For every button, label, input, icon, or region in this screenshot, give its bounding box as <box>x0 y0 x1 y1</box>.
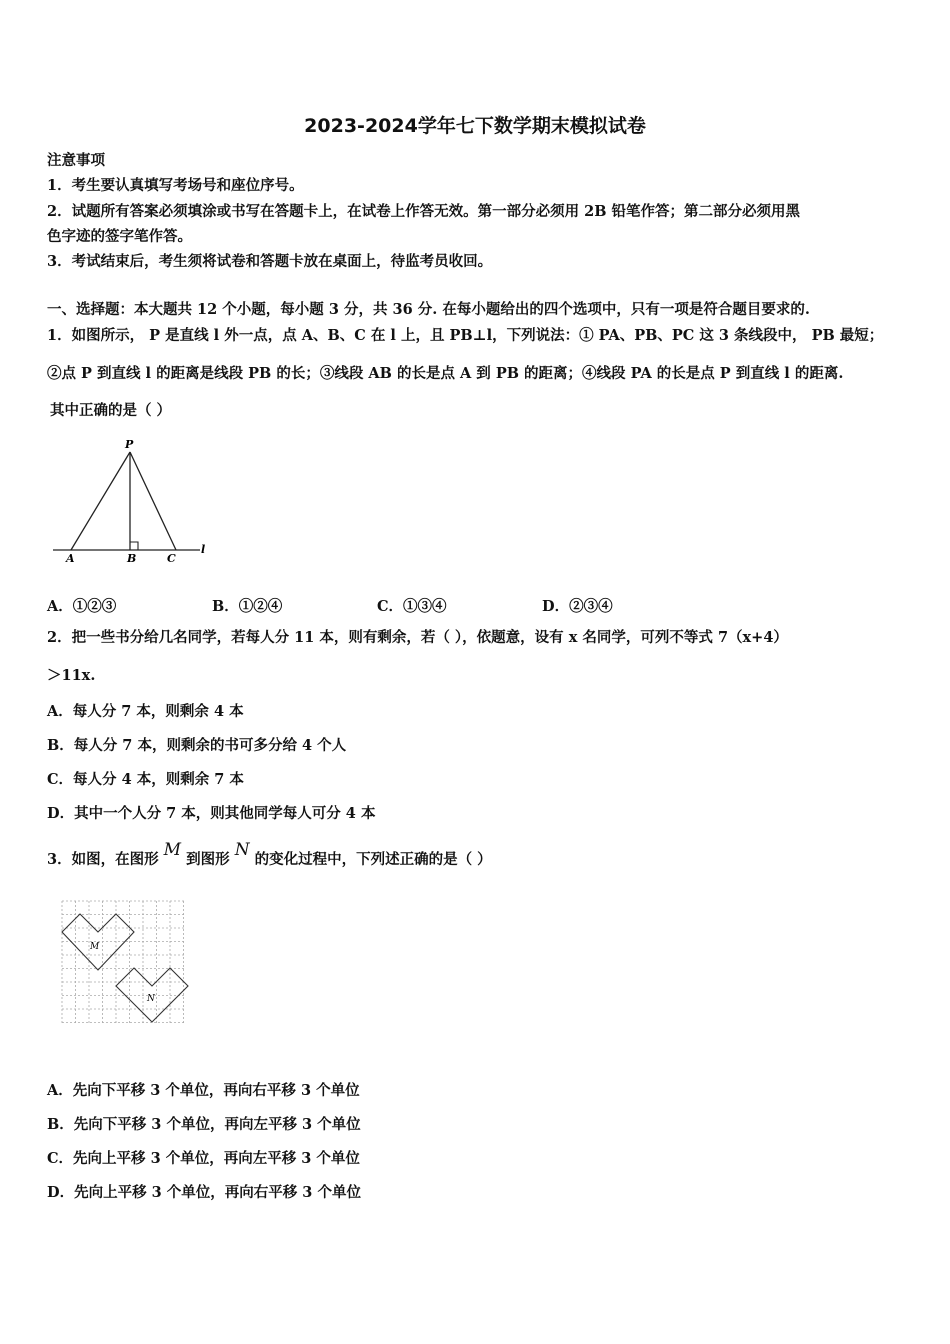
q3-stem-part1: 3．如图，在图形 <box>47 851 159 868</box>
segment-pa <box>71 452 130 550</box>
notice-item: 3．考试结束后，考生须将试卷和答题卡放在桌面上，待监考员收回。 <box>47 253 493 270</box>
grid <box>62 901 184 1023</box>
label-p: P <box>125 438 134 451</box>
q3-option-a[interactable]: A．先向下平移 3 个单位，再向右平移 3 个单位 <box>47 1082 360 1099</box>
notice-item: 2．试题所有答案必须填涂或书写在答题卡上，在试卷上作答无效。第一部分必须用 2B 铅笔作答；第二部分必须用黑 <box>47 203 801 220</box>
q1-option-c[interactable]: C．①③④ <box>377 598 447 615</box>
notice-item: 色字迹的签字笔作答。 <box>47 228 192 245</box>
q1-figure <box>50 436 215 566</box>
q3-stem-part2: 到图形 <box>186 851 230 868</box>
q1-stem-line2: ②点 P 到直线 l 的距离是线段 PB 的长；③线段 AB 的长是点 A 到 PB 的距离；④线段 PA 的长是点 P 到直线 l 的距离. <box>47 365 844 382</box>
label-n: N <box>147 994 155 1004</box>
q1-option-a[interactable]: A．①②③ <box>47 598 117 615</box>
q3-symbol-n: N <box>234 840 250 860</box>
section-heading: 一、选择题：本大题共 12 个小题，每小题 3 分，共 36 分. 在每小题给出的四个选项中，只有一项是符合题目要求的. <box>47 301 810 318</box>
q3-stem-part3: 的变化过程中，下列述正确的是（ ） <box>254 851 492 868</box>
label-a: A <box>66 552 75 565</box>
q1-option-d[interactable]: D．②③④ <box>542 598 613 615</box>
q3-figure <box>60 899 190 1027</box>
notice-heading: 注意事项 <box>47 152 105 169</box>
q3-option-c[interactable]: C．先向上平移 3 个单位，再向左平移 3 个单位 <box>47 1150 360 1167</box>
label-c: C <box>167 552 176 565</box>
q1-stem-line1: 1．如图所示， P 是直线 l 外一点，点 A、B、C 在 l 上，且 PB⊥l，下列说法：① PA、PB、PC 这 3 条线段中， PB 最短； <box>47 327 884 344</box>
notice-item: 1．考生要认真填写考场号和座位序号。 <box>47 177 304 194</box>
q2-option-a[interactable]: A．每人分 7 本，则剩余 4 本 <box>47 703 244 720</box>
q2-option-b[interactable]: B．每人分 7 本，则剩余的书可多分给 4 个人 <box>47 737 347 754</box>
q1-stem-line3: 其中正确的是（ ） <box>50 402 172 419</box>
q2-option-d[interactable]: D．其中一个人分 7 本，则其他同学每人可分 4 本 <box>47 805 376 822</box>
label-b: B <box>127 552 137 565</box>
q2-stem-line2: ＞11x. <box>47 667 96 684</box>
page-title: 2023-2024学年七下数学期末模拟试卷 <box>304 115 646 137</box>
q3-stem <box>47 840 492 870</box>
segment-pc <box>130 452 176 550</box>
label-l: l <box>201 543 206 556</box>
label-m: M <box>90 942 100 952</box>
q2-option-c[interactable]: C．每人分 4 本，则剩余 7 本 <box>47 771 244 788</box>
q3-option-b[interactable]: B．先向下平移 3 个单位，再向左平移 3 个单位 <box>47 1116 361 1133</box>
q1-option-b[interactable]: B．①②④ <box>212 598 283 615</box>
right-angle-mark <box>130 542 138 550</box>
q3-option-d[interactable]: D．先向上平移 3 个单位，再向右平移 3 个单位 <box>47 1184 361 1201</box>
q3-symbol-m: M <box>163 840 182 860</box>
q2-stem-line1: 2．把一些书分给几名同学，若每人分 11 本，则有剩余，若（ ），依题意，设有 x 名同学，可列不等式 7（x+4） <box>47 629 788 646</box>
